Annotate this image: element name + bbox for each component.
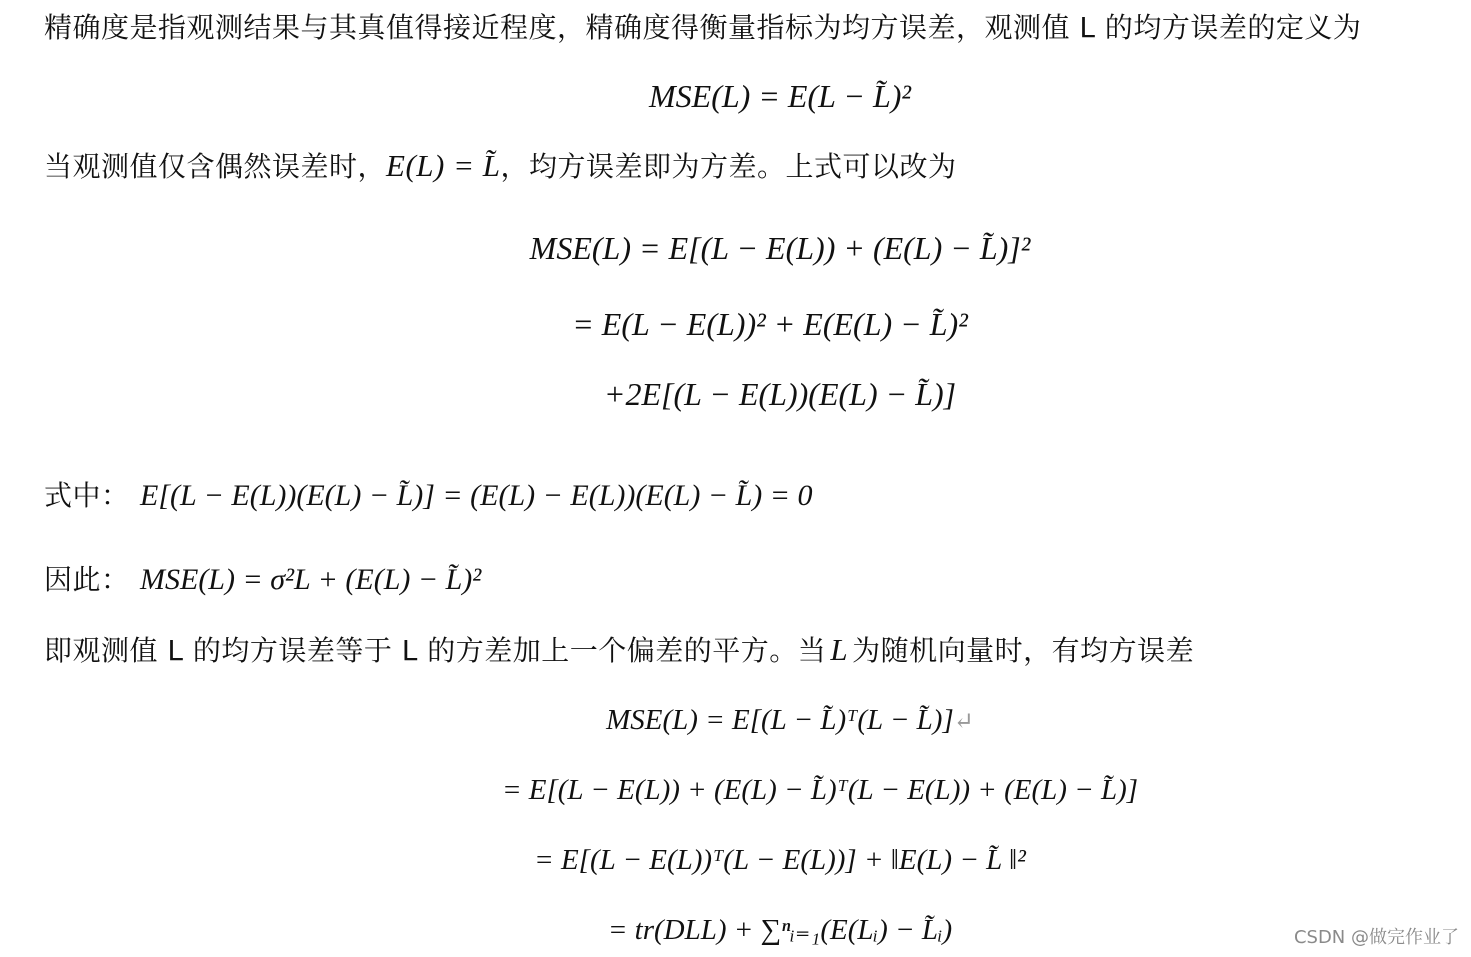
equation-vector-line-3: = E[(L − E(L))ᵀ(L − E(L))] + ‖E(L) − L̃ ‖² — [534, 844, 1026, 876]
paragraph-return-mark: ↵ — [953, 709, 974, 735]
paragraph-vector-case-prefix: 即观测值 L 的均方误差等于 L 的方差加上一个偏差的平方。当 — [44, 634, 827, 667]
label-therefore: 因此： — [44, 563, 130, 596]
equation-expansion-line-2: = E(L − E(L))² + E(E(L) − L̃)² — [572, 306, 968, 342]
paragraph-random-error-suffix: ，均方误差即为方差。上式可以改为 — [500, 150, 957, 183]
equation-vector-line-1 — [500, 700, 1080, 742]
paragraph-vector-case — [44, 632, 1194, 669]
equation-vector-line-2: = E[(L − E(L)) + (E(L) − L̃)ᵀ(L − E(L)) + (E(L) − L̃)] — [501, 774, 1139, 806]
paragraph-random-error-prefix: 当观测值仅含偶然误差时， — [44, 150, 387, 183]
equation-vector-line-4: = tr(DLL) + ∑ⁿᵢ₌₁(E(Lᵢ) − L̃ᵢ) — [607, 914, 953, 946]
inline-math-expectation: E(L) = L̃ — [386, 148, 501, 183]
equation-expansion-line-3: +2E[(L − E(L))(E(L) − L̃)] — [603, 376, 957, 412]
equation-expansion-line-1: MSE(L) = E[(L − E(L)) + (E(L) − L̃)]² — [529, 230, 1031, 266]
paragraph-therefore — [44, 562, 130, 598]
inline-math-vector-l: L — [830, 632, 849, 667]
paragraph-definition: 精确度是指观测结果与其真值得接近程度，精确度得衡量指标为均方误差，观测值 L 的均方误差的定义为 — [44, 11, 1362, 44]
paragraph-random-error — [44, 148, 957, 185]
equation-mse-definition: MSE(L) = E(L − L̃)² — [649, 78, 911, 114]
paragraph-vector-case-suffix: 为随机向量时，有均方误差 — [852, 634, 1195, 667]
equation-cross-term-zero: E[(L − E(L))(E(L) − L̃)] = (E(L) − E(L))(E(L) − L̃) = 0 — [140, 479, 813, 512]
paragraph-where — [44, 478, 130, 514]
label-where: 式中： — [44, 479, 130, 512]
equation-vector-line-1-text: MSE(L) = E[(L − L̃)ᵀ(L − L̃)] — [606, 704, 954, 736]
csdn-watermark: CSDN @做完作业了 — [1293, 927, 1459, 948]
equation-mse-result: MSE(L) = σ²L + (E(L) − L̃)² — [140, 563, 482, 596]
